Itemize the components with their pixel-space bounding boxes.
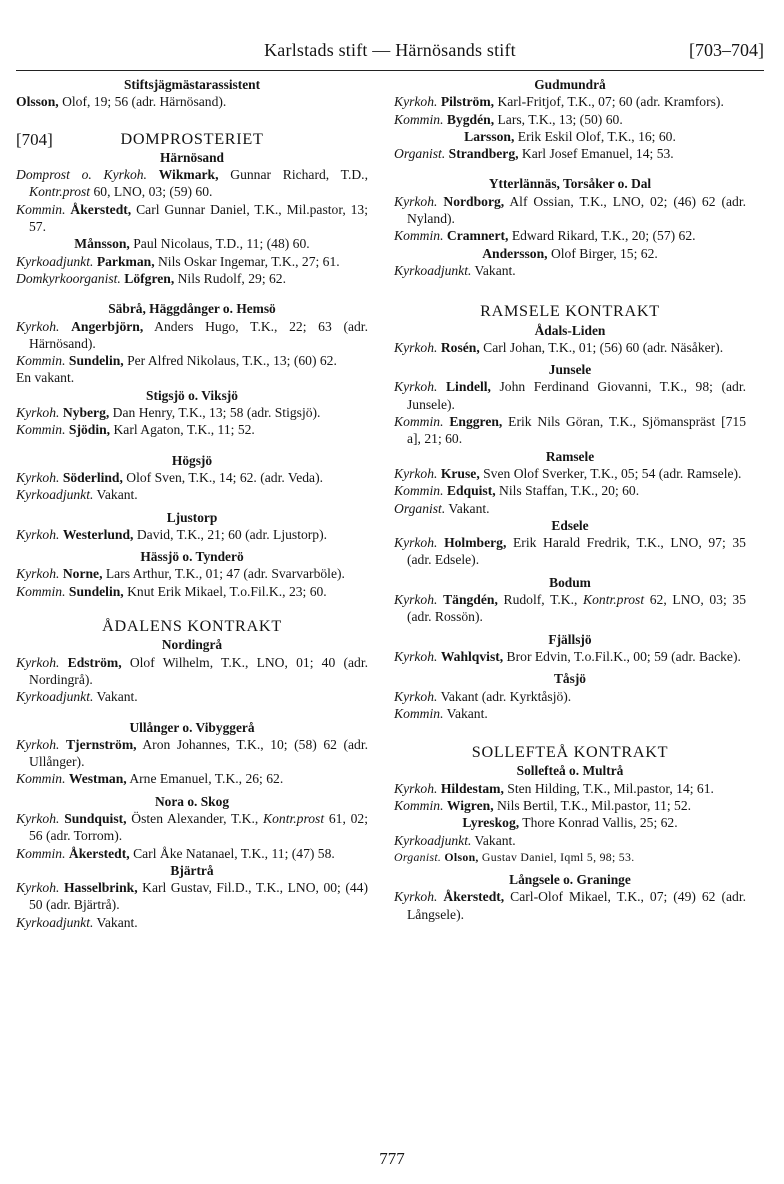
entry-role: Kyrkoh. [16, 654, 60, 670]
entry-role: Kyrkoh. [394, 535, 438, 551]
entry-text: Per Alfred Nikolaus, T.K., 13; (60) 62. [123, 353, 337, 369]
parish-heading: Långsele o. Graninge [509, 872, 631, 888]
entry [394, 648, 746, 665]
entry-name: Sundelin, [68, 583, 124, 599]
entry-text: Knut Erik Mikael, T.o.Fil.K., 23; 60. [123, 583, 327, 599]
entry-name: Löfgren, [124, 270, 175, 286]
entry [16, 318, 368, 353]
entry-text: Nils Bertil, T.K., Mil.pastor, 11; 52. [493, 797, 692, 813]
entry-text: Edward Rikard, T.K., 20; (57) 62. [508, 228, 696, 244]
entry [16, 93, 368, 110]
entry-name: Pilström, [440, 94, 495, 110]
entry [16, 201, 368, 236]
entry-text: En vakant. [16, 370, 75, 386]
contract-title: DOMPROSTERIET [120, 129, 264, 148]
entry [16, 469, 368, 486]
running-head-page-range: [703–704] [689, 40, 764, 60]
entry-name: Hasselbrink, [63, 880, 138, 896]
entry [16, 404, 368, 421]
entry-role: Kontr.prost [583, 592, 645, 608]
entry-text: Karl Agaton, T.K., 11; 52. [110, 422, 255, 438]
entry [394, 780, 746, 797]
entry-text: Dan Henry, T.K., 13; 58 (adr. Stigsjö). [109, 405, 321, 421]
entry-role: Kyrkoh. [16, 469, 60, 485]
entry-name: Sjödin, [68, 422, 111, 438]
entry-name: Holmberg, [444, 535, 507, 551]
entry-role: Kommin. [16, 845, 66, 861]
entry [16, 736, 368, 771]
entry [394, 111, 746, 128]
parish-heading: Ramsele [545, 448, 595, 464]
entry [16, 845, 368, 862]
entry-role: Kommin. [394, 228, 444, 244]
entry-text: 61, 02; 56 (adr. Torrom). [29, 810, 368, 844]
entry-name: Hildestam, [440, 780, 504, 796]
entry [394, 413, 746, 448]
entry [394, 591, 746, 626]
entry [394, 145, 746, 162]
entry-role: Kommin. [394, 797, 444, 813]
entry [394, 339, 746, 356]
entry-text: Olof Sven, T.K., 14; 62. (adr. Veda). [122, 469, 323, 485]
entry-name: Sundelin, [68, 353, 124, 369]
entry-name: Larsson, [464, 128, 515, 144]
entry-role: Kommin. [394, 483, 444, 499]
right-column [394, 76, 746, 923]
left-column [16, 76, 368, 931]
entry-text: Carl Gunnar Daniel, T.K., Mil.pastor, 13; 57. [29, 201, 368, 235]
contract-title: RAMSELE KONTRAKT [480, 302, 660, 321]
entry [394, 500, 746, 517]
entry-role: Kyrkoh. [394, 193, 438, 209]
entry [394, 534, 746, 569]
entry [16, 654, 368, 689]
entry-text: Olof, 19; 56 (adr. Härnösand). [58, 94, 227, 110]
entry-name: Andersson, [482, 245, 548, 261]
entry-role: Kyrkoh. [394, 94, 438, 110]
entry-name: Åkerstedt, [68, 845, 130, 861]
entry-text: Nils Rudolf, 29; 62. [174, 270, 286, 286]
parish-heading: Ytterlännäs, Torsåker o. Dal [488, 176, 652, 192]
entry-role: Kommin. [394, 414, 444, 430]
entry-name: Olsson, [16, 94, 59, 110]
entry-name: Kruse, [440, 465, 480, 481]
entry-role: Kyrkoh. [16, 736, 60, 752]
entry-name: Lyreskog, [462, 815, 520, 831]
entry-name: Nyberg, [62, 405, 110, 421]
entry-text: Thore Konrad Vallis, 25; 62. [519, 815, 678, 831]
entry-role: Kommin. [394, 705, 444, 721]
parish-heading: Ljustorp [166, 509, 218, 525]
entry-text: Rudolf, T.K., [497, 592, 584, 608]
entry-role: Kyrkoh. [16, 810, 60, 826]
entry [394, 888, 746, 923]
entry [16, 270, 368, 287]
entry-name: Parkman, [96, 253, 155, 269]
running-head [16, 40, 764, 71]
entry-text: Carl Johan, T.K., 01; (56) 60 (adr. Näsåker). [479, 339, 724, 355]
entry-name: Edquist, [446, 483, 496, 499]
entry-role: Kyrkoadjunkt. [16, 914, 94, 930]
entry [394, 482, 746, 499]
entry-text: Carl-Olof Mikael, T.K., 07; (49) 62 (adr. Långsele). [407, 889, 746, 922]
parish-heading: Bodum [549, 574, 591, 590]
contract-title: ÅDALENS KONTRAKT [102, 617, 282, 636]
entry-role: Kommin. [394, 111, 444, 127]
entry-text: Vakant. [93, 914, 138, 930]
entry-text: Vakant (adr. Kyrktåsjö). [437, 688, 572, 704]
entry [16, 526, 368, 543]
entry-role: Kommin. [16, 422, 66, 438]
parish-heading: Härnösand [160, 149, 224, 165]
entry-role: Organist. [394, 146, 446, 162]
entry-text: Lars, T.K., 13; (50) 60. [494, 111, 623, 127]
entry-name: Westerlund, [62, 526, 134, 542]
entry-role: Kyrkoadjunkt. [16, 487, 94, 503]
entry-name: Wahlqvist, [440, 648, 504, 664]
parish-heading: Junsele [548, 362, 592, 378]
entry-name: Tängdén, [443, 592, 498, 608]
entry-name: Månsson, [74, 236, 130, 252]
entry-role: Kyrkoh. [394, 648, 438, 664]
entry-name: Lindell, [445, 379, 491, 395]
entry [394, 378, 746, 413]
running-head-title: Karlstads stift — Härnösands stift [264, 40, 516, 60]
parish-heading: Fjällsjö [548, 631, 592, 647]
entry-role: Kommin. [16, 353, 66, 369]
entry-role: Domprost o. Kyrkoh. [16, 167, 147, 183]
entry-name: Åkerstedt, [443, 889, 505, 905]
entry [16, 421, 368, 438]
entry-role: Kyrkoh. [394, 465, 438, 481]
entry [16, 565, 368, 582]
parish-heading: Sollefteå o. Multrå [516, 763, 624, 779]
entry-role: Kontr.prost [263, 810, 325, 826]
entry-text: Vakant. [93, 487, 138, 503]
entry-name: Wikmark, [158, 167, 219, 183]
entry-role: Kyrkoh. [394, 889, 438, 905]
entry-text: Gustav Daniel, Iqml 5, 98; 53. [478, 849, 635, 864]
entry-text: Vakant. [445, 500, 490, 516]
entry-text: Arne Emanuel, T.K., 26; 62. [126, 771, 284, 787]
entry [16, 583, 368, 600]
entry-name: Tjernström, [65, 736, 137, 752]
entry-name: Söderlind, [62, 469, 123, 485]
entry-role: Kyrkoh. [394, 379, 438, 395]
entry [394, 465, 746, 482]
entry [394, 688, 746, 705]
entry-text: Erik Harald Fredrik, T.K., LNO, 97; 35 (adr. Edsele). [407, 535, 746, 568]
entry [394, 245, 746, 262]
entry-text: Gunnar Richard, T.D., [218, 167, 368, 183]
entry-name: Strandberg, [448, 146, 519, 162]
entry-text: Vakant. [93, 689, 138, 705]
entry [394, 128, 746, 145]
entry [16, 914, 368, 931]
parish-heading: Tåsjö [554, 671, 586, 687]
parish-heading: Säbrå, Häggdånger o. Hemsö [108, 301, 276, 317]
entry-text: 62, LNO, 03; 35 (adr. Rossön). [407, 592, 746, 625]
entry-role: Kyrkoadjunkt. [394, 262, 472, 278]
entry-text: Vakant. [471, 832, 516, 848]
entry-role: Kyrkoh. [16, 526, 60, 542]
entry-role: Kommin. [16, 583, 66, 599]
entry [394, 227, 746, 244]
parish-heading: Nordingrå [161, 637, 223, 653]
entry-name: Rosén, [440, 339, 480, 355]
entry-role: Kyrkoh. [394, 688, 438, 704]
entry-role: Kyrkoh. [394, 592, 438, 608]
parish-heading: Ullånger o. Vibyggerå [129, 719, 255, 735]
parish-heading: Högsjö [171, 452, 213, 468]
entry-text: Sten Hilding, T.K., Mil.pastor, 14; 61. [503, 780, 714, 796]
entry [16, 369, 368, 386]
entry-text: Olof Birger, 15; 62. [547, 245, 658, 261]
entry-name: Angerbjörn, [71, 318, 144, 334]
entry-text: Karl Josef Emanuel, 14; 53. [518, 146, 674, 162]
entry-role: Kontr.prost [29, 184, 91, 200]
entry-text: Carl Åke Natanael, T.K., 11; (47) 58. [129, 845, 335, 861]
entry-role: Kyrkoh. [394, 339, 438, 355]
entry [16, 235, 368, 252]
entry-text: Karl Gustav, Fil.D., T.K., LNO, 00; (44) 50 (adr. Bjärtrå). [29, 880, 368, 913]
entry-role: Kyrkoh. [16, 405, 60, 421]
entry-text: Paul Nicolaus, T.D., 11; (48) 60. [129, 236, 310, 252]
entry-role: Kyrkoadjunkt. [16, 689, 94, 705]
entry-text: Lars Arthur, T.K., 01; 47 (adr. Svarvarböle). [102, 566, 345, 582]
entry [16, 253, 368, 270]
entry-name: Westman, [68, 771, 127, 787]
entry-text: John Ferdinand Giovanni, T.K., 98; (adr. Junsele). [407, 379, 746, 412]
entry-name: Enggren, [449, 414, 503, 430]
entry [16, 810, 368, 845]
contract-heading [16, 131, 368, 148]
entry-text: David, T.K., 21; 60 (adr. Ljustorp). [133, 526, 328, 542]
entry-text: Bror Edvin, T.o.Fil.K., 00; 59 (adr. Backe). [503, 648, 741, 664]
entry-name: Cramnert, [446, 228, 509, 244]
entry-text: Olof Wilhelm, T.K., LNO, 01; 40 (adr. Nordingrå). [29, 654, 368, 687]
entry [394, 797, 746, 814]
parish-heading: Stigsjö o. Viksjö [146, 387, 238, 403]
entry-role: Kommin. [16, 201, 66, 217]
entry-role: Kyrkoh. [16, 318, 60, 334]
entry [16, 166, 368, 201]
entry-name: Bygdén, [446, 111, 495, 127]
entry-role: Kyrkoadjunkt. [16, 253, 94, 269]
entry [394, 93, 746, 110]
entry-text: 60, LNO, 03; (59) 60. [90, 184, 213, 200]
section-number: [704] [16, 129, 53, 149]
entry-name: Olson, [444, 849, 479, 864]
parish-heading: Ådals-Liden [534, 322, 606, 338]
entry-text: Östen Alexander, T.K., [126, 810, 264, 826]
section-heading: Stiftsjägmästarassistent [123, 77, 261, 92]
parish-heading: Edsele [551, 517, 589, 533]
entry-role: Organist. [394, 500, 446, 516]
entry-role: Kyrkoh. [394, 780, 438, 796]
entry-role: Domkyrkoorganist. [16, 270, 121, 286]
entry [394, 849, 746, 866]
entry-text: Erik Nils Göran, T.K., Sjömanspräst [715 a], 21; 60. [407, 414, 746, 447]
entry-name: Nordborg, [443, 193, 505, 209]
entry-text: Vakant. [471, 262, 516, 278]
entry-text: Vakant. [443, 705, 488, 721]
parish-heading: Hässjö o. Tynderö [140, 549, 244, 565]
entry [16, 770, 368, 787]
page-number: 777 [379, 1149, 405, 1168]
entry [394, 193, 746, 228]
parish-heading: Gudmundrå [534, 77, 606, 92]
entry-text: Sven Olof Sverker, T.K., 05; 54 (adr. Ramsele). [479, 465, 742, 481]
entry-text: Karl-Fritjof, T.K., 07; 60 (adr. Kramfors). [494, 94, 724, 110]
entry-text: Alf Ossian, T.K., LNO, 02; (46) 62 (adr. Nyland). [407, 193, 746, 227]
entry [394, 814, 746, 831]
entry-role: Kyrkoh. [16, 880, 60, 896]
entry-name: Edström, [67, 654, 122, 670]
entry [16, 486, 368, 503]
entry-text: Aron Johannes, T.K., 10; (58) 62 (adr. Ullånger). [29, 736, 368, 770]
entry-role: Kommin. [16, 771, 66, 787]
contract-title: SOLLEFTEÅ KONTRAKT [471, 743, 669, 762]
entry-role: Kyrkoadjunkt. [394, 832, 472, 848]
entry-text: Erik Eskil Olof, T.K., 16; 60. [514, 128, 676, 144]
entry-text: Nils Oskar Ingemar, T.K., 27; 61. [154, 253, 340, 269]
entry [394, 832, 746, 849]
entry [394, 262, 746, 279]
entry-text: Nils Staffan, T.K., 20; 60. [495, 483, 640, 499]
entry-name: Sundquist, [64, 810, 127, 826]
entry-name: Åkerstedt, [70, 201, 132, 217]
entry-role: Kyrkoh. [16, 566, 60, 582]
entry [394, 705, 746, 722]
entry [16, 879, 368, 914]
entry-text: Anders Hugo, T.K., 22; 63 (adr. Härnösand). [29, 318, 368, 351]
entry-name: Norne, [62, 566, 103, 582]
entry [16, 688, 368, 705]
entry-role: Organist. [394, 849, 442, 864]
parish-heading: Nora o. Skog [154, 793, 230, 809]
parish-heading: Bjärtrå [170, 862, 214, 878]
entry-name: Wigren, [446, 797, 494, 813]
entry [16, 352, 368, 369]
